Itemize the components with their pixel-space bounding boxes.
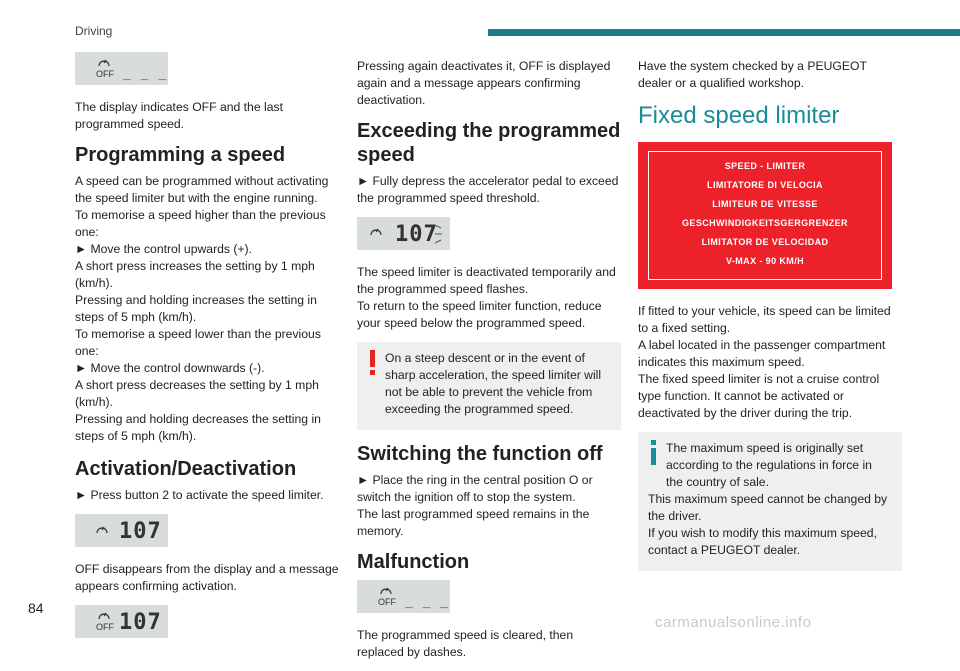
page-number: 84 [28,600,44,616]
speed-limiter-icon [97,609,111,623]
speed-value: 107 [119,519,162,544]
programming-line-0: A speed can be programmed without activating the speed limiter but with the engine running. [75,174,329,205]
programming-line-8: Pressing and holding decreases the setting in steps of 5 mph (km/h). [75,412,321,443]
fixed-line-1: A label located in the passenger compartment indicates this maximum speed. [638,338,886,369]
warning-icon [367,348,379,378]
exceeding-text-1: The speed limiter is deactivated temporarily and the programmed speed flashes. [357,265,616,296]
programming-line-4: Pressing and holding increases the setting in steps of 5 mph (km/h). [75,293,317,324]
display-off-dashes [75,52,168,85]
activation-after-text: OFF disappears from the display and a message appears confirming activation. [75,562,339,593]
heading-switching: Switching the function off [357,443,603,465]
info-note [638,432,902,571]
info-text-2: If you wish to modify this maximum speed, contact a PEUGEOT dealer. [648,526,877,557]
fixed-line-0: If fitted to your vehicle, its speed can be limited to a fixed setting. [638,304,891,335]
label-line: V-MAX - 90 KM/H [725,256,804,266]
column-2 [357,58,621,671]
activation-step: ► Press button 2 to activate the speed limiter. [75,488,324,502]
display-flashing-speed [357,217,450,250]
programming-line-5: To memorise a speed lower than the previous one: [75,327,321,358]
speed-limiter-icon [95,523,109,537]
off-label: OFF [378,597,396,607]
speed-value: 107 [395,222,438,247]
heading-programming: Programming a speed [75,144,286,166]
label-border [648,151,882,280]
intro-text: The display indicates OFF and the last programmed speed. [75,100,283,131]
speed-value: 107 [119,610,162,635]
off-label: OFF [96,622,114,632]
exceeding-text-2: To return to the speed limiter function, reduce your speed below the programmed speed. [357,299,602,330]
warning-text: On a steep descent or in the event of sharp acceleration, the speed limiter will not be able to prevent the vehicle from exceeding the programmed speed. [385,351,602,416]
flash-indicator-icon [433,223,445,245]
heading-fixed-speed-limiter: Fixed speed limiter [638,102,840,129]
heading-activation: Activation/Deactivation [75,458,297,480]
heading-malfunction: Malfunction [357,551,470,573]
switching-text: The last programmed speed remains in the memory. [357,507,590,538]
programming-line-2: ► Move the control upwards (+). [75,242,253,256]
info-icon [648,438,660,468]
column-3 [638,58,902,583]
dashes: _ _ _ [405,594,450,609]
info-text-0: The maximum speed is originally set according to the regulations in force in the country of sale. [666,441,872,489]
speed-limit-label [638,142,892,289]
watermark: carmanualsonline.info [655,614,812,631]
fixed-line-2: The fixed speed limiter is not a cruise control type function. It cannot be activated or deactivated by the driver during the trip. [638,372,880,420]
label-line: LIMITATORE DI VELOCIA [707,180,823,190]
display-speed [75,514,168,547]
check-text: Have the system checked by a PEUGEOT dealer or a qualified workshop. [638,59,867,90]
section-title: Driving [75,24,113,38]
off-label: OFF [96,69,114,79]
info-text-1: This maximum speed cannot be changed by the driver. [648,492,888,523]
speed-limiter-icon [379,584,393,598]
display-off-speed [75,605,168,638]
dashes: _ _ _ [123,66,168,81]
column-1 [75,52,339,652]
label-line: LIMITATOR DE VELOCIDAD [701,237,829,247]
exceeding-step: ► Fully depress the accelerator pedal to exceed the programmed speed threshold. [357,174,619,205]
programming-line-1: To memorise a speed higher than the previous one: [75,208,326,239]
programming-line-6: ► Move the control downwards (-). [75,361,265,375]
switching-step: ► Place the ring in the central position O or switch the ignition off to stop the system. [357,473,593,504]
programming-line-3: A short press increases the setting by 1 mph (km/h). [75,259,315,290]
header-accent-bar [488,29,960,36]
heading-exceeding: Exceeding the programmed speed [357,120,621,166]
speed-limiter-icon [97,56,111,70]
label-line: LIMITEUR DE VITESSE [712,199,818,209]
deactivate-text: Pressing again deactivates it, OFF is displayed again and a message appears confirming deactivation. [357,59,611,107]
warning-note [357,342,621,430]
label-line: GESCHWINDIGKEITSGERGRENZER [682,218,848,228]
malfunction-text: The programmed speed is cleared, then replaced by dashes. [357,628,574,659]
programming-line-7: A short press decreases the setting by 1 mph (km/h). [75,378,319,409]
display-malfunction [357,580,450,613]
speed-limiter-icon [369,225,383,239]
label-line: SPEED - LIMITER [724,161,806,171]
